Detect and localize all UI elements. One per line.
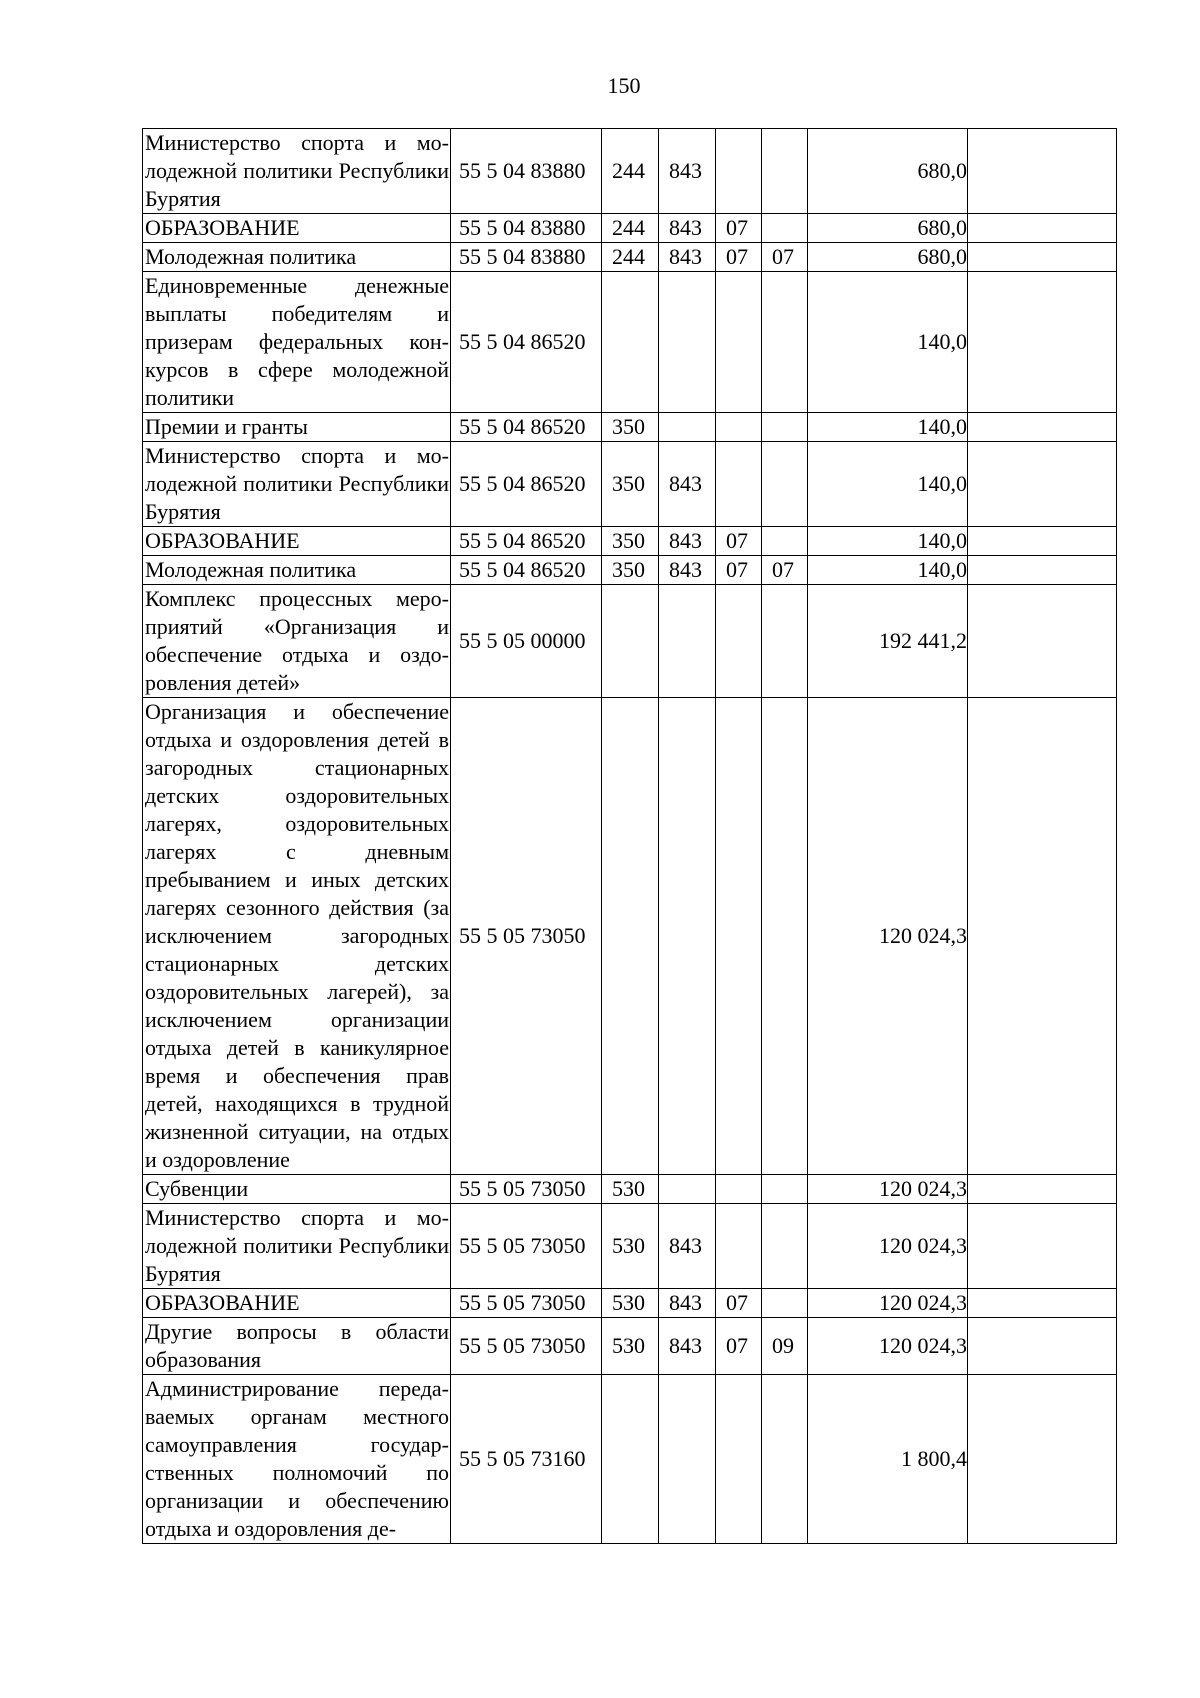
ministry-code-cell: 843 [659, 1318, 716, 1375]
target-code-cell: 55 5 04 86520 [451, 527, 602, 556]
section-cell [716, 129, 762, 214]
ministry-code-cell: 843 [659, 214, 716, 243]
section-cell: 07 [716, 243, 762, 272]
name-cell: Единовременные денежные выплаты победителям и призерам федеральных конкурсов в сфере молодежной политики [143, 272, 451, 413]
target-code-cell: 55 5 04 86520 [451, 556, 602, 585]
target-code-cell: 55 5 04 83880 [451, 214, 602, 243]
amount-cell: 680,0 [808, 129, 968, 214]
ministry-code-cell: 843 [659, 1204, 716, 1289]
extra-cell [968, 585, 1117, 698]
target-code-cell: 55 5 04 86520 [451, 442, 602, 527]
amount-cell: 680,0 [808, 214, 968, 243]
amount-cell: 120 024,3 [808, 1318, 968, 1375]
extra-cell [968, 129, 1117, 214]
target-code-cell: 55 5 05 73050 [451, 698, 602, 1175]
target-code-cell: 55 5 05 73050 [451, 1204, 602, 1289]
table-row [143, 1175, 1117, 1204]
target-code-cell: 55 5 05 00000 [451, 585, 602, 698]
amount-cell: 120 024,3 [808, 1289, 968, 1318]
section-cell: 07 [716, 1289, 762, 1318]
amount-cell: 140,0 [808, 413, 968, 442]
name-cell: ОБРАЗОВАНИЕ [143, 214, 451, 243]
ministry-code-cell [659, 413, 716, 442]
extra-cell [968, 527, 1117, 556]
table-row [143, 1289, 1117, 1318]
name-cell: Молодежная политика [143, 556, 451, 585]
extra-cell [968, 1204, 1117, 1289]
name-cell: Министерство спорта и молодежной политики Республики Бурятия [143, 129, 451, 214]
target-code-cell: 55 5 05 73160 [451, 1375, 602, 1544]
expense-type-cell [602, 1375, 659, 1544]
subsection-cell: 09 [762, 1318, 808, 1375]
expense-type-cell: 530 [602, 1318, 659, 1375]
extra-cell [968, 698, 1117, 1175]
table-row [143, 1204, 1117, 1289]
amount-cell: 192 441,2 [808, 585, 968, 698]
ministry-code-cell: 843 [659, 527, 716, 556]
section-cell: 07 [716, 556, 762, 585]
ministry-code-cell: 843 [659, 442, 716, 527]
section-cell: 07 [716, 214, 762, 243]
expense-type-cell: 350 [602, 413, 659, 442]
extra-cell [968, 243, 1117, 272]
section-cell [716, 1204, 762, 1289]
amount-cell: 140,0 [808, 556, 968, 585]
subsection-cell [762, 413, 808, 442]
expense-type-cell: 530 [602, 1289, 659, 1318]
subsection-cell [762, 1204, 808, 1289]
extra-cell [968, 1375, 1117, 1544]
table-body [143, 129, 1117, 1544]
subsection-cell [762, 1289, 808, 1318]
ministry-code-cell: 843 [659, 1289, 716, 1318]
section-cell [716, 272, 762, 413]
table-row [143, 129, 1117, 214]
ministry-code-cell [659, 698, 716, 1175]
name-cell: Министерство спорта и молодежной политики Республики Бурятия [143, 442, 451, 527]
expense-type-cell: 350 [602, 527, 659, 556]
subsection-cell [762, 129, 808, 214]
table-row [143, 413, 1117, 442]
subsection-cell [762, 272, 808, 413]
section-cell [716, 442, 762, 527]
table-row [143, 585, 1117, 698]
table-row [143, 556, 1117, 585]
table-row [143, 272, 1117, 413]
ministry-code-cell [659, 272, 716, 413]
name-cell: ОБРАЗОВАНИЕ [143, 1289, 451, 1318]
target-code-cell: 55 5 04 83880 [451, 129, 602, 214]
table-row [143, 527, 1117, 556]
name-cell: Комплекс процессных мероприятий «Организация и обеспечение отдыха и оздоровления детей» [143, 585, 451, 698]
amount-cell: 140,0 [808, 442, 968, 527]
expense-type-cell: 530 [602, 1204, 659, 1289]
section-cell [716, 413, 762, 442]
extra-cell [968, 442, 1117, 527]
extra-cell [968, 272, 1117, 413]
page-number: 150 [607, 73, 641, 98]
amount-cell: 120 024,3 [808, 1204, 968, 1289]
subsection-cell [762, 698, 808, 1175]
name-cell: Министерство спорта и молодежной политики Республики Бурятия [143, 1204, 451, 1289]
name-cell: Организация и обеспечение отдыха и оздоровления детей в загородных стационарных детских оздоровительных лагерях, оздоровительных лагерях с дневным пребыванием и иных детских лагерях сезонного действия (за исключением загородных стационарных детских оздоровительных лагерей), за исключением организации отдыха детей в каникулярное время и обеспечения прав детей, находящихся в трудной жизненной ситуации, на отдых и оздоровление [143, 698, 451, 1175]
amount-cell: 140,0 [808, 272, 968, 413]
expense-type-cell [602, 698, 659, 1175]
expense-type-cell: 530 [602, 1175, 659, 1204]
ministry-code-cell: 843 [659, 243, 716, 272]
expense-type-cell [602, 272, 659, 413]
table-row [143, 214, 1117, 243]
target-code-cell: 55 5 05 73050 [451, 1318, 602, 1375]
amount-cell: 120 024,3 [808, 698, 968, 1175]
extra-cell [968, 214, 1117, 243]
budget-table [142, 128, 1117, 1544]
section-cell [716, 1375, 762, 1544]
expense-type-cell [602, 585, 659, 698]
amount-cell: 120 024,3 [808, 1175, 968, 1204]
subsection-cell: 07 [762, 243, 808, 272]
table-row [143, 698, 1117, 1175]
expense-type-cell: 244 [602, 243, 659, 272]
subsection-cell [762, 527, 808, 556]
table-row [143, 1375, 1117, 1544]
name-cell: Субвенции [143, 1175, 451, 1204]
name-cell: Молодежная политика [143, 243, 451, 272]
amount-cell: 140,0 [808, 527, 968, 556]
subsection-cell: 07 [762, 556, 808, 585]
subsection-cell [762, 442, 808, 527]
amount-cell: 1 800,4 [808, 1375, 968, 1544]
section-cell [716, 585, 762, 698]
subsection-cell [762, 214, 808, 243]
expense-type-cell: 350 [602, 556, 659, 585]
amount-cell: 680,0 [808, 243, 968, 272]
target-code-cell: 55 5 04 86520 [451, 272, 602, 413]
name-cell: Администрирование передаваемых органам местного самоуправления государственных полномочий по организации и обеспечению отдыха и оздоровления де- [143, 1375, 451, 1544]
target-code-cell: 55 5 04 86520 [451, 413, 602, 442]
extra-cell [968, 1175, 1117, 1204]
name-cell: Другие вопросы в области образования [143, 1318, 451, 1375]
ministry-code-cell [659, 1375, 716, 1544]
extra-cell [968, 1318, 1117, 1375]
subsection-cell [762, 1175, 808, 1204]
target-code-cell: 55 5 04 83880 [451, 243, 602, 272]
extra-cell [968, 556, 1117, 585]
ministry-code-cell [659, 585, 716, 698]
ministry-code-cell [659, 1175, 716, 1204]
table-row [143, 1318, 1117, 1375]
ministry-code-cell: 843 [659, 556, 716, 585]
name-cell: Премии и гранты [143, 413, 451, 442]
subsection-cell [762, 1375, 808, 1544]
table-row [143, 243, 1117, 272]
target-code-cell: 55 5 05 73050 [451, 1289, 602, 1318]
expense-type-cell: 244 [602, 214, 659, 243]
target-code-cell: 55 5 05 73050 [451, 1175, 602, 1204]
extra-cell [968, 413, 1117, 442]
table-row [143, 442, 1117, 527]
expense-type-cell: 244 [602, 129, 659, 214]
section-cell [716, 1175, 762, 1204]
ministry-code-cell: 843 [659, 129, 716, 214]
expense-type-cell: 350 [602, 442, 659, 527]
name-cell: ОБРАЗОВАНИЕ [143, 527, 451, 556]
section-cell: 07 [716, 527, 762, 556]
extra-cell [968, 1289, 1117, 1318]
section-cell: 07 [716, 1318, 762, 1375]
subsection-cell [762, 585, 808, 698]
section-cell [716, 698, 762, 1175]
